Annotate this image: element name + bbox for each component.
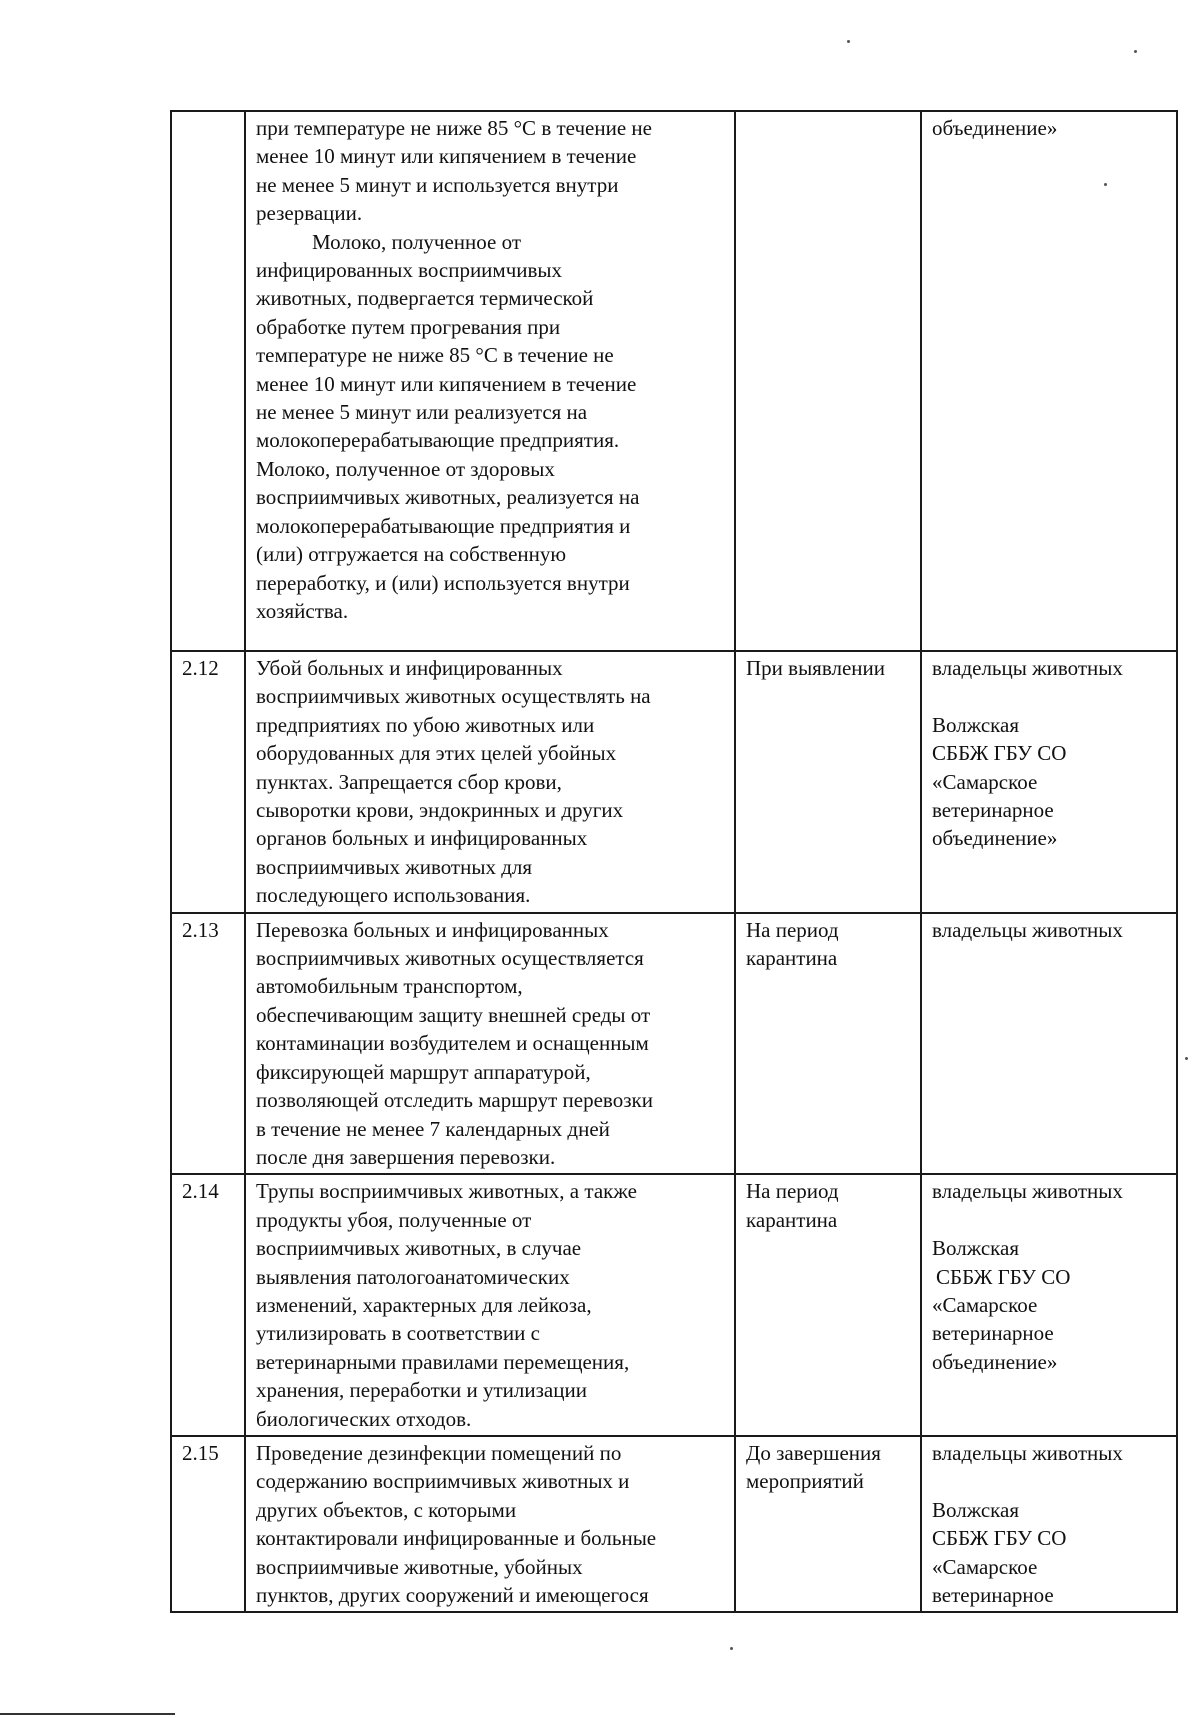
responsible-cell xyxy=(921,651,1177,913)
responsible-line: Волжская xyxy=(932,1497,1020,1522)
text-line: менее 10 минут или кипячением в течение xyxy=(256,371,637,396)
responsible-line: владельцы животных xyxy=(932,1440,1123,1465)
text-line: не менее 5 минут и используется внутри xyxy=(256,172,619,197)
responsible-line: СББЖ ГБУ СО xyxy=(936,1264,1071,1289)
text-line: обработке путем прогревания при xyxy=(256,314,561,339)
text-line: восприимчивых животных, реализуется на xyxy=(256,485,640,510)
text-line: восприимчивых животных для xyxy=(256,854,533,879)
text-line: температуре не ниже 85 °С в течение не xyxy=(256,343,614,368)
table-row xyxy=(171,651,1177,913)
scan-speck xyxy=(847,40,850,43)
text-line: ветеринарными правилами перемещения, xyxy=(256,1349,630,1374)
text-line: органов больных и инфицированных xyxy=(256,826,588,851)
responsible-cell xyxy=(921,111,1177,651)
text-line: молокоперерабатывающие предприятия и xyxy=(256,513,631,538)
table-row xyxy=(171,111,1177,651)
responsible-cell xyxy=(921,1436,1177,1612)
text-line: изменений, характерных для лейкоза, xyxy=(256,1292,592,1317)
responsible-line: «Самарское xyxy=(932,1292,1038,1317)
text-line: сыворотки крови, эндокринных и других xyxy=(256,798,624,823)
text-line: Трупы восприимчивых животных, а также xyxy=(256,1179,637,1204)
text-line: (или) отгружается на собственную xyxy=(256,542,567,567)
responsible-line: «Самарское xyxy=(932,769,1038,794)
text-line: утилизировать в соответствии с xyxy=(256,1321,540,1346)
table-row xyxy=(171,913,1177,1175)
text-line: не менее 5 минут или реализуется на xyxy=(256,400,588,425)
responsible-line: ветеринарное xyxy=(932,1582,1054,1607)
text-line: содержанию восприимчивых животных и xyxy=(256,1469,630,1494)
deadline-line: мероприятий xyxy=(746,1469,864,1494)
line-gap xyxy=(932,682,1168,710)
text-line: переработку, и (или) используется внутри xyxy=(256,570,630,595)
table-row xyxy=(171,1174,1177,1436)
scan-speck xyxy=(1134,50,1137,53)
measure-text xyxy=(245,913,735,1175)
text-line: Убой больных и инфицированных xyxy=(256,656,563,680)
text-line: пунктах. Запрещается сбор крови, xyxy=(256,769,562,794)
deadline-line: На период xyxy=(746,1179,839,1204)
row-number: 2.13 xyxy=(171,913,245,1175)
row-number xyxy=(171,111,245,651)
scan-edge-line xyxy=(0,1713,175,1715)
text-line: после дня завершения перевозки. xyxy=(256,1144,556,1169)
text-line: в течение не менее 7 календарных дней xyxy=(256,1116,610,1141)
text-line: при температуре не ниже 85 °С в течение не xyxy=(256,116,652,140)
text-line: контаминации возбудителем и оснащенным xyxy=(256,1031,649,1056)
text-line: Молоко, полученное от xyxy=(312,229,522,254)
measure-text xyxy=(245,111,735,651)
responsible-line: владельцы животных xyxy=(932,656,1123,680)
text-line: хозяйства. xyxy=(256,598,349,623)
deadline-cell xyxy=(735,913,921,1175)
text-line: обеспечивающим защиту внешней среды от xyxy=(256,1002,651,1027)
text-line: инфицированных восприимчивых xyxy=(256,258,563,283)
text-line: биологических отходов. xyxy=(256,1406,472,1431)
scan-speck xyxy=(1185,1057,1188,1060)
text-line: фиксирующей маршрут аппаратурой, xyxy=(256,1059,591,1084)
measure-text xyxy=(245,651,735,913)
responsible-line: объединение» xyxy=(932,1349,1058,1374)
text-line: контактировали инфицированные и больные xyxy=(256,1526,657,1551)
deadline-cell xyxy=(735,1174,921,1436)
text-line: оборудованных для этих целей убойных xyxy=(256,741,617,766)
responsible-line: Волжская xyxy=(932,1236,1020,1261)
text-line: Перевозка больных и инфицированных xyxy=(256,917,609,942)
deadline-cell xyxy=(735,1436,921,1612)
responsible-line: СББЖ ГБУ СО xyxy=(932,741,1067,766)
text-line: предприятиях по убою животных или xyxy=(256,712,595,737)
text-line: Проведение дезинфекции помещений по xyxy=(256,1440,622,1465)
text-line: восприимчивые животные, убойных xyxy=(256,1554,583,1579)
text-line: животных, подвергается термической xyxy=(256,286,594,311)
text-line: восприимчивых животных осуществлять на xyxy=(256,684,651,709)
text-line: позволяющей отследить маршрут перевозки xyxy=(256,1088,653,1113)
scan-speck xyxy=(1104,183,1107,186)
measures-table xyxy=(170,110,1178,1613)
text-line: пунктов, других сооружений и имеющегося xyxy=(256,1583,649,1607)
text-line: восприимчивых животных, в случае xyxy=(256,1236,582,1261)
responsible-line: Волжская xyxy=(932,712,1020,737)
deadline-line: При выявлении xyxy=(746,656,885,680)
deadline-line: карантина xyxy=(746,946,838,971)
deadline-line: карантина xyxy=(746,1207,838,1232)
text-line: последующего использования. xyxy=(256,883,531,908)
text-line: менее 10 минут или кипячением в течение xyxy=(256,144,637,169)
responsible-line: владельцы животных xyxy=(932,1179,1123,1204)
responsible-line: ветеринарное xyxy=(932,1321,1054,1346)
row-number: 2.15 xyxy=(171,1436,245,1612)
measure-text xyxy=(245,1436,735,1612)
deadline-line: На период xyxy=(746,917,839,942)
text-line: выявления патологоанатомических xyxy=(256,1264,570,1289)
text-line: хранения, переработки и утилизации xyxy=(256,1378,587,1403)
row-number: 2.12 xyxy=(171,651,245,913)
responsible-line: объединение» xyxy=(932,826,1058,851)
deadline-line: До завершения xyxy=(746,1440,881,1465)
responsible-line: владельцы животных xyxy=(932,917,1123,942)
text-line: автомобильным транспортом, xyxy=(256,974,523,999)
responsible-line: ветеринарное xyxy=(932,798,1054,823)
text-line: других объектов, с которыми xyxy=(256,1497,517,1522)
text-line: Молоко, полученное от здоровых xyxy=(256,456,555,481)
responsible-line: объединение» xyxy=(932,116,1058,140)
measure-text xyxy=(245,1174,735,1436)
text-line: молокоперерабатывающие предприятия. xyxy=(256,428,620,453)
text-line: резервации. xyxy=(256,201,363,226)
deadline-cell xyxy=(735,111,921,651)
text-line: восприимчивых животных осуществляется xyxy=(256,946,644,971)
responsible-cell xyxy=(921,913,1177,1175)
responsible-cell xyxy=(921,1174,1177,1436)
text-line: продукты убоя, полученные от xyxy=(256,1207,532,1232)
line-gap xyxy=(932,1206,1168,1234)
table-row xyxy=(171,1436,1177,1612)
responsible-line: «Самарское xyxy=(932,1554,1038,1579)
deadline-cell xyxy=(735,651,921,913)
line-gap xyxy=(932,1467,1168,1495)
table-body xyxy=(171,111,1177,1612)
responsible-line: СББЖ ГБУ СО xyxy=(932,1526,1067,1551)
row-number: 2.14 xyxy=(171,1174,245,1436)
scan-speck xyxy=(730,1647,733,1650)
